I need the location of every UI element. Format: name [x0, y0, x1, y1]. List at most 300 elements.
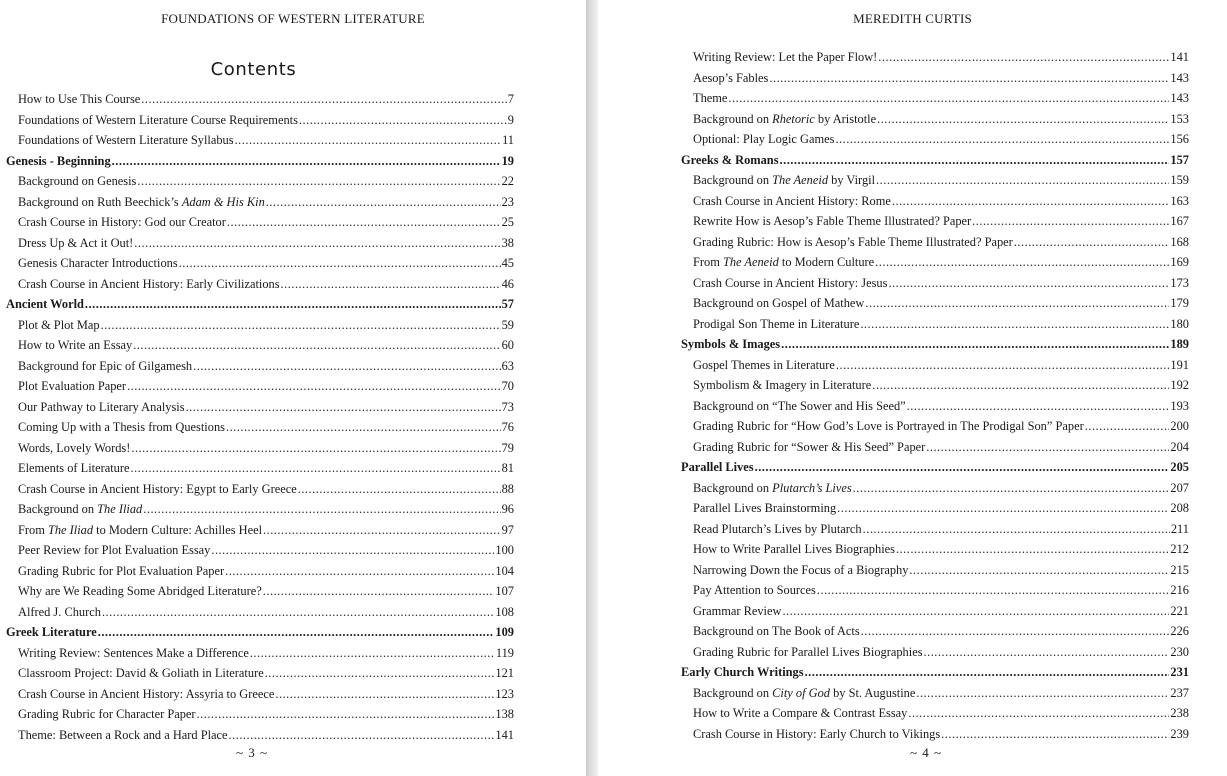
dot-leader	[781, 334, 1169, 355]
toc-title-part: From	[693, 255, 723, 269]
dot-leader	[1085, 416, 1170, 437]
toc-entry	[681, 478, 1189, 499]
toc-title-part: How to Write Parallel Lives Biographies	[693, 542, 895, 556]
toc-entry	[6, 315, 514, 336]
dot-leader	[275, 684, 494, 705]
toc-page-number: 189	[1170, 337, 1189, 351]
toc-title-part: Theme	[693, 91, 728, 105]
toc-title-part: Background on Ruth Beechick’s	[18, 194, 182, 209]
toc-entry-title	[693, 621, 860, 642]
toc-entry-title	[693, 416, 1084, 437]
toc-page-number: 153	[1170, 111, 1189, 126]
dot-leader	[179, 253, 501, 274]
toc-entry-title	[693, 375, 871, 396]
toc-title-part: Grading Rubric for Character Paper	[18, 707, 196, 721]
dot-leader	[909, 560, 1169, 581]
toc-page-number: 193	[1170, 398, 1189, 413]
toc-page-number: 191	[1170, 357, 1189, 372]
toc-entry	[681, 396, 1189, 417]
toc-page-number: 100	[495, 543, 514, 557]
toc-entry-title	[18, 130, 234, 151]
running-head-left: FOUNDATIONS OF WESTERN LITERATURE	[161, 11, 425, 26]
toc-entry	[681, 683, 1189, 704]
dot-leader	[134, 233, 500, 254]
toc-title-part: Our Pathway to Literary Analysis	[18, 399, 185, 414]
toc-page-number: 7	[507, 92, 514, 106]
toc-title-part: Parallel Lives Brainstorming	[693, 501, 837, 515]
toc-entry-title	[693, 478, 852, 499]
toc-section-entry	[6, 151, 514, 172]
toc-entry-title	[6, 151, 111, 172]
toc-entry-title	[693, 211, 971, 232]
toc-entry-title	[18, 253, 178, 274]
toc-entry-title	[18, 663, 264, 684]
toc-entry-title	[681, 662, 804, 683]
toc-title-part: Writing Review: Let the Paper Flow!	[693, 50, 878, 64]
dot-leader	[837, 498, 1169, 519]
dot-leader	[127, 376, 501, 397]
toc-entry	[681, 642, 1189, 663]
toc-title-part: to Modern Culture: Achilles Heel	[93, 522, 263, 537]
toc-title-part: to Modern Culture	[778, 255, 875, 269]
toc-page-number: 88	[501, 481, 514, 496]
toc-entry	[681, 621, 1189, 642]
toc-page-number: 163	[1170, 193, 1189, 208]
dot-leader	[863, 519, 1170, 540]
toc-list-left	[6, 89, 514, 745]
toc-page-number: 231	[1170, 665, 1189, 679]
toc-page-number: 45	[501, 256, 514, 270]
dot-leader	[226, 417, 501, 438]
toc-title-part: Grammar Review	[693, 603, 782, 618]
dot-leader	[112, 151, 501, 172]
toc-page-number: 57	[501, 297, 514, 311]
toc-title-part: Peer Review for Plot Evaluation Essay	[18, 543, 211, 557]
toc-entry-title	[693, 68, 768, 89]
toc-entry	[681, 211, 1189, 232]
toc-entry	[681, 109, 1189, 130]
toc-title-part: by Virgil	[828, 173, 876, 187]
dot-leader	[926, 437, 1169, 458]
dot-leader	[780, 150, 1170, 171]
toc-title-part: Grading Rubric for Plot Evaluation Paper	[18, 563, 225, 578]
toc-entry	[6, 110, 514, 131]
dot-leader	[853, 478, 1170, 499]
toc-entry-title	[18, 643, 249, 664]
toc-page-number: 141	[1170, 50, 1189, 64]
toc-entry	[6, 643, 514, 664]
toc-title-part: Coming Up with a Thesis from Questions	[18, 420, 225, 434]
toc-title-part: Words, Lovely Words!	[18, 440, 131, 455]
toc-entry	[6, 581, 514, 602]
toc-title-part: Theme: Between a Rock and a Hard Place	[18, 727, 228, 742]
toc-entry	[6, 663, 514, 684]
toc-page-number: 230	[1170, 644, 1189, 659]
toc-title-part: Foundations of Western Literature Syllabus	[18, 133, 234, 147]
toc-page-number: 157	[1170, 152, 1189, 167]
toc-page-number: 180	[1170, 316, 1189, 331]
toc-entry	[6, 130, 514, 151]
toc-entry	[681, 293, 1189, 314]
toc-entry-title	[18, 602, 101, 623]
toc-page-number: 97	[501, 522, 514, 537]
toc-entry	[681, 498, 1189, 519]
toc-page-number: 215	[1170, 562, 1189, 577]
toc-title-italic-part: The Iliad	[47, 522, 94, 537]
toc-entry-title	[693, 191, 891, 212]
toc-entry-title	[693, 232, 1013, 253]
toc-title-part: Crash Course in Ancient History: Egypt to Early Greece	[18, 481, 297, 496]
toc-entry-title	[18, 274, 280, 295]
dot-leader	[924, 642, 1170, 663]
toc-page-number: 104	[495, 563, 514, 578]
toc-entry	[681, 47, 1189, 68]
dot-leader	[755, 457, 1170, 478]
toc-page-number: 226	[1170, 624, 1189, 638]
toc-entry	[6, 417, 514, 438]
toc-title-part: Gospel Themes in Literature	[693, 357, 835, 372]
toc-entry	[681, 539, 1189, 560]
toc-entry	[6, 212, 514, 233]
toc-entry	[6, 561, 514, 582]
toc-title-part: Background on	[693, 480, 773, 495]
toc-section-entry	[681, 457, 1189, 478]
toc-title-part: Background on Gospel of Mathew	[693, 296, 865, 310]
toc-page-number: 121	[495, 666, 514, 680]
toc-entry-title	[18, 356, 192, 377]
toc-title-part: Crash Course in Ancient History: Assyria to Greece	[18, 686, 275, 701]
dot-leader	[102, 602, 494, 623]
dot-leader	[875, 252, 1169, 273]
toc-entry	[6, 602, 514, 623]
toc-page-number: 141	[495, 727, 514, 742]
toc-title-part: Symbols & Images	[681, 337, 781, 351]
toc-title-part: Greeks & Romans	[681, 152, 779, 167]
toc-entry	[681, 68, 1189, 89]
toc-entry	[6, 725, 514, 746]
toc-page-number: 200	[1170, 419, 1189, 433]
toc-entry	[6, 520, 514, 541]
page-number-right: ~ 4 ~	[910, 745, 943, 760]
toc-page-number: 208	[1170, 501, 1189, 515]
toc-title-part: Genesis Character Introductions	[18, 256, 178, 270]
dot-leader	[130, 458, 500, 479]
toc-title-part: Crash Course in Ancient History: Jesus	[693, 275, 888, 290]
toc-page-number: 143	[1170, 70, 1189, 85]
toc-page-number: 76	[501, 420, 514, 434]
dot-leader	[908, 703, 1169, 724]
toc-entry-title	[681, 150, 779, 171]
toc-entry	[6, 499, 514, 520]
toc-entry	[6, 397, 514, 418]
toc-page-number: 212	[1170, 542, 1189, 556]
toc-section-entry	[681, 662, 1189, 683]
toc-title-part: Background for Epic of Gilgamesh	[18, 358, 193, 373]
toc-entry	[681, 252, 1189, 273]
toc-page-number: 70	[501, 379, 514, 393]
dot-leader	[878, 47, 1169, 68]
toc-entry-title	[693, 355, 835, 376]
toc-title-part: Background on	[18, 502, 98, 516]
toc-entry	[681, 580, 1189, 601]
toc-title-part: Classroom Project: David & Goliath in Literature	[18, 666, 264, 680]
toc-entry-title	[693, 396, 906, 417]
toc-page-number: 173	[1170, 275, 1189, 290]
toc-entry	[681, 437, 1189, 458]
toc-page-number: 207	[1170, 480, 1189, 495]
toc-entry-title	[693, 129, 834, 150]
left-page	[0, 0, 586, 776]
toc-section-entry	[6, 622, 514, 643]
toc-page-number: 9	[507, 112, 514, 127]
toc-page-number: 211	[1170, 521, 1189, 536]
toc-page-number: 179	[1170, 296, 1189, 310]
toc-page-number: 60	[501, 338, 514, 352]
toc-title-italic-part: City of God	[772, 685, 830, 700]
dot-leader	[896, 539, 1169, 560]
toc-entry-title	[6, 294, 84, 315]
toc-entry-title	[693, 642, 923, 663]
toc-page-number: 143	[1170, 91, 1189, 105]
toc-entry-title	[693, 601, 781, 622]
toc-title-italic-part: The Iliad	[97, 502, 143, 516]
toc-title-part: Grading Rubric for Parallel Lives Biographies	[693, 644, 923, 659]
toc-page-number: 156	[1170, 132, 1189, 146]
toc-page-number: 38	[501, 235, 514, 250]
toc-entry	[6, 438, 514, 459]
dot-leader	[235, 130, 501, 151]
toc-entry-title	[18, 212, 226, 233]
dot-leader	[941, 724, 1169, 745]
dot-leader	[141, 89, 507, 110]
dot-leader	[143, 499, 500, 520]
toc-list-right	[681, 47, 1189, 744]
dot-leader	[133, 335, 500, 356]
toc-title-part: Rewrite How is Aesop’s Fable Theme Illustrated? Paper	[693, 214, 972, 228]
toc-page-number: 107	[495, 584, 514, 598]
dot-leader	[266, 192, 501, 213]
toc-entry-title	[18, 458, 129, 479]
toc-page-number: 239	[1170, 726, 1189, 741]
toc-entry-title	[18, 704, 196, 725]
toc-entry	[6, 171, 514, 192]
toc-entry-title	[18, 233, 133, 254]
toc-title-part: Writing Review: Sentences Make a Difference	[18, 645, 249, 660]
toc-entry-title	[693, 703, 907, 724]
toc-title-part: Pay Attention to Sources	[693, 583, 816, 597]
toc-title-part: Prodigal Son Theme in Literature	[693, 316, 860, 331]
toc-page-number: 22	[501, 174, 514, 188]
dot-leader	[865, 293, 1169, 314]
toc-page-number: 63	[501, 358, 514, 373]
toc-entry	[681, 560, 1189, 581]
toc-title-part: Optional: Play Logic Games	[693, 132, 835, 146]
toc-title-part: Plot Evaluation Paper	[18, 379, 127, 393]
toc-entry-title	[693, 273, 887, 294]
toc-entry	[6, 233, 514, 254]
toc-page-number: 237	[1170, 685, 1189, 700]
toc-entry	[681, 314, 1189, 335]
dot-leader	[860, 314, 1169, 335]
toc-section-entry	[681, 334, 1189, 355]
dot-leader	[769, 68, 1169, 89]
dot-leader	[263, 520, 501, 541]
toc-entry-title	[18, 581, 262, 602]
dot-leader	[836, 355, 1170, 376]
dot-leader	[263, 581, 495, 602]
toc-title-part: From	[18, 522, 48, 537]
dot-leader	[101, 315, 501, 336]
toc-page-number: 23	[501, 194, 514, 209]
dot-leader	[972, 211, 1169, 232]
toc-entry	[6, 376, 514, 397]
dot-leader	[299, 110, 507, 131]
toc-entry-title	[18, 438, 130, 459]
toc-title-part: Ancient World	[6, 297, 84, 311]
toc-entry	[6, 274, 514, 295]
toc-entry	[6, 540, 514, 561]
toc-title-part: Grading Rubric for “How God’s Love is Portrayed in The Prodigal Son” Paper	[693, 419, 1084, 433]
toc-entry-title	[18, 520, 262, 541]
dot-leader	[250, 643, 495, 664]
toc-entry	[6, 356, 514, 377]
toc-entry	[681, 232, 1189, 253]
dot-leader	[85, 294, 501, 315]
dot-leader	[782, 601, 1169, 622]
dot-leader	[229, 725, 495, 746]
toc-title-part: Background on “The Sower and His Seed”	[693, 398, 906, 413]
dot-leader	[907, 396, 1170, 417]
dot-leader	[227, 212, 501, 233]
toc-entry-title	[693, 519, 862, 540]
toc-entry	[6, 192, 514, 213]
toc-title-part: How to Write a Compare & Contrast Essay	[693, 706, 908, 720]
toc-entry-title	[18, 192, 265, 213]
toc-title-part: Background on	[693, 111, 773, 126]
toc-title-italic-part: Plutarch’s Lives	[772, 480, 852, 495]
toc-page-number: 123	[495, 686, 514, 701]
toc-entry-title	[681, 457, 754, 478]
toc-title-part: Why are We Reading Some Abridged Literature?	[18, 584, 262, 598]
toc-title-part: Crash Course in Ancient History: Early Civilizations	[18, 276, 280, 291]
toc-entry-title	[18, 417, 225, 438]
toc-entry	[681, 191, 1189, 212]
toc-entry-title	[18, 171, 136, 192]
toc-entry	[681, 703, 1189, 724]
toc-entry	[681, 88, 1189, 109]
toc-title-part: Background on	[693, 685, 773, 700]
toc-entry-title	[693, 539, 895, 560]
dot-leader	[281, 274, 501, 295]
toc-entry-title	[18, 479, 297, 500]
dot-leader	[131, 438, 500, 459]
dot-leader	[225, 561, 494, 582]
toc-page-number: 168	[1170, 234, 1189, 249]
toc-page-number: 221	[1170, 603, 1189, 618]
toc-entry	[681, 519, 1189, 540]
toc-page-number: 216	[1170, 583, 1189, 597]
toc-page-number: 205	[1170, 460, 1189, 474]
toc-title-part: by Aristotle	[814, 111, 877, 126]
toc-page-number: 169	[1170, 255, 1189, 269]
toc-title-part: Alfred J. Church	[18, 604, 101, 619]
toc-page-number: 59	[501, 317, 514, 332]
toc-entry	[681, 375, 1189, 396]
toc-title-part: Symbolism & Imagery in Literature	[693, 378, 872, 392]
toc-page-number: 119	[495, 645, 514, 660]
toc-entry	[681, 724, 1189, 745]
toc-page-number: 138	[495, 707, 514, 721]
toc-entry-title	[18, 725, 228, 746]
toc-title-part: Greek Literature	[6, 625, 97, 639]
dot-leader	[861, 621, 1170, 642]
dot-leader	[193, 356, 500, 377]
toc-entry	[6, 89, 514, 110]
toc-entry-title	[18, 89, 140, 110]
dot-leader	[98, 622, 495, 643]
toc-title-part: Crash Course in Ancient History: Rome	[693, 193, 891, 208]
toc-page-number: 108	[495, 604, 514, 619]
page-gutter	[586, 0, 598, 776]
toc-title-part: How to Use This Course	[18, 92, 141, 106]
toc-section-entry	[681, 150, 1189, 171]
toc-title-part: Background on The Book of Acts	[693, 624, 860, 638]
toc-entry	[6, 335, 514, 356]
running-head-right: MEREDITH CURTIS	[853, 11, 972, 26]
toc-entry	[6, 253, 514, 274]
toc-title-part: Background on	[693, 173, 773, 187]
toc-title-part: Aesop’s Fables	[693, 70, 769, 85]
toc-page-number: 46	[501, 276, 514, 291]
toc-title-part: Crash Course in History: God our Creator	[18, 215, 226, 229]
toc-page-number: 96	[501, 502, 514, 516]
toc-entry	[681, 416, 1189, 437]
toc-title-part: Early Church Writings	[681, 665, 804, 679]
toc-title-part: Read Plutarch’s Lives by Plutarch	[693, 521, 862, 536]
dot-leader	[265, 663, 495, 684]
dot-leader	[892, 191, 1170, 212]
toc-entry	[681, 355, 1189, 376]
toc-page-number: 11	[502, 133, 514, 147]
toc-entry-title	[693, 109, 876, 130]
toc-entry-title	[693, 580, 816, 601]
toc-title-italic-part: Adam & His Kin	[181, 194, 265, 209]
toc-entry-title	[18, 540, 210, 561]
toc-entry-title	[693, 88, 727, 109]
toc-entry-title	[693, 252, 874, 273]
toc-title-italic-part: The Aeneid	[722, 255, 779, 269]
toc-page-number: 204	[1170, 439, 1189, 454]
toc-entry	[6, 684, 514, 705]
toc-title-part: by St. Augustine	[829, 685, 916, 700]
toc-page-number: 73	[501, 399, 514, 414]
dot-leader	[877, 109, 1169, 130]
toc-entry-title	[693, 560, 908, 581]
dot-leader	[728, 88, 1169, 109]
dot-leader	[1014, 232, 1170, 253]
toc-title-part: Dress Up & Act it Out!	[18, 235, 134, 250]
toc-title-part: Parallel Lives	[681, 460, 754, 474]
toc-page-number: 19	[501, 153, 514, 168]
dot-leader	[835, 129, 1169, 150]
dot-leader	[805, 662, 1170, 683]
toc-entry-title	[18, 561, 224, 582]
toc-title-italic-part: The Aeneid	[772, 173, 829, 187]
page-number-left: ~ 3 ~	[236, 745, 269, 760]
toc-entry-title	[693, 170, 875, 191]
toc-entry	[6, 704, 514, 725]
toc-page-number: 81	[501, 461, 514, 475]
